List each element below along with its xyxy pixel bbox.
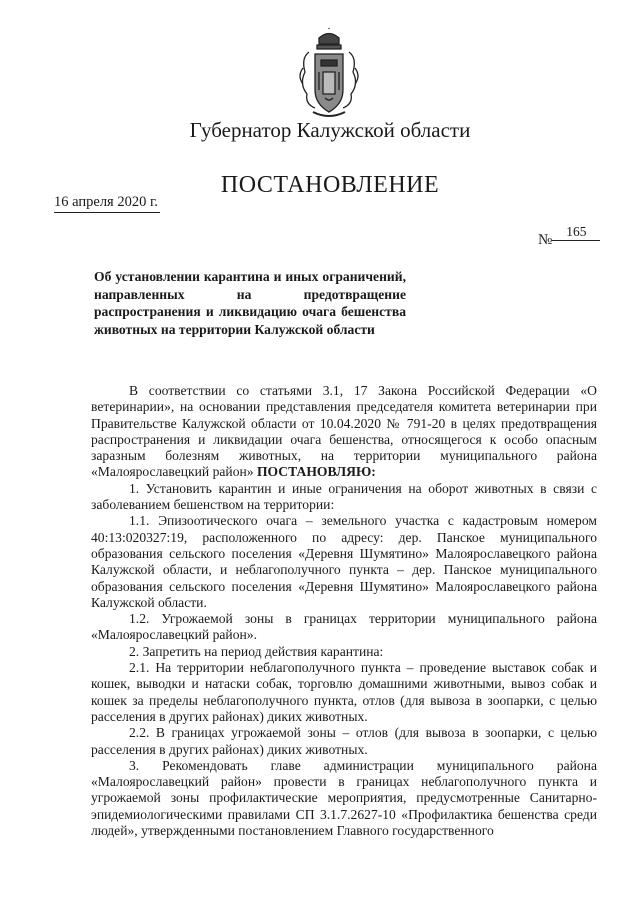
paragraph-1-1: 1.1. Эпизоотического очага – земельного участка с кадастровым номером 40:13:020327:19, расположенного по адресу: дер. Панское муниципального образования сельского поселения «Деревня Шумятино» Малоярославецкого района Калужской области, и неблагополучного пункта – дер. Панское муниципального образования сельского поселения «Деревня Шумятино» Малоярославецкого района Калужской области. (91, 513, 597, 610)
paragraph-2-1: 2.1. На территории неблагополучного пункта – проведение выставок собак и кошек, выводки и натаски собак, торговлю домашними животными, вывоз собак и кошек за пределы неблагополучного пункта, отлов (для вывоза в зоопарки, с целью расселения в других районах) диких животных. (91, 660, 597, 724)
coat-of-arms-emblem-icon (295, 28, 363, 120)
paragraph-3: 3. Рекомендовать главе администрации муниципального района «Малоярославецкий район» провести в границах неблагополучного пункта и угрожаемой зоны профилактические мероприятия, предусмотренные Санитарно-эпидемиологическими правилами СП 3.1.7.2627-10 «Профилактика бешенства среди людей», утвержденными постановлением Главного государственного (91, 757, 597, 839)
number-label: № (538, 232, 553, 248)
document-subject-heading: Об установлении карантина и иных ограничений, направленных на предотвращение распространения и ликвидацию очага бешенства животных на территории Калужской области (94, 269, 406, 337)
paragraph-1-2: 1.2. Угрожаемой зоны в границах территории муниципального района «Малоярославецкий район». (91, 611, 597, 643)
issuing-authority: Губернатор Калужской области (189, 118, 471, 142)
document-type-title: ПОСТАНОВЛЕНИЕ (220, 172, 440, 198)
document-number-block (538, 224, 600, 249)
document-number: 165 (552, 224, 600, 241)
preamble-text: В соответствии со статьями 3.1, 17 Закона Российской Федерации «О ветеринарии», на основании представления председателя комитета ветеринарии при Правительстве Калужской области от 10.04.2020 № 791-20 в целях предотвращения распространения и ликвидации очага бешенства, относящегося к особо опасным заразным болезням животных, на территории муниципального района «Малоярославецкий район» (91, 383, 597, 480)
preamble-paragraph (91, 383, 597, 481)
paragraph-1: 1. Установить карантин и иные ограничения на оборот животных в связи с заболеванием бешенством на территории: (91, 480, 597, 513)
document-body (91, 383, 597, 839)
decree-word: ПОСТАНОВЛЯЮ: (256, 464, 376, 480)
paragraph-2: 2. Запретить на период действия карантина: (129, 643, 384, 659)
document-date: 16 апреля 2020 г. (54, 194, 160, 213)
paragraph-2-2: 2.2. В границах угрожаемой зоны – отлов (для вывоза в зоопарки, с целью расселения в других районах) диких животных. (91, 725, 597, 757)
